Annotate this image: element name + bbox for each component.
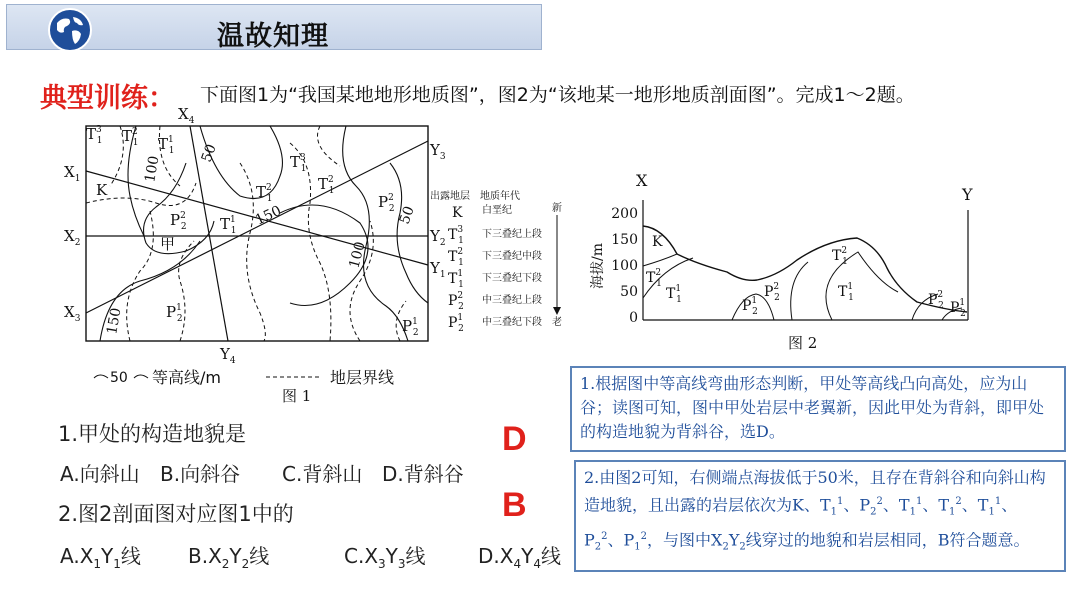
- q2-option-a[interactable]: $A.X_1Y_1$线: [60, 544, 141, 571]
- label-y1: $Y_1$: [430, 259, 446, 280]
- tick-0: 0: [629, 310, 638, 326]
- tick-150: 150: [611, 232, 638, 248]
- q1-option-c[interactable]: C.背斜山: [282, 462, 363, 486]
- profile-stratum-t11b: $T^1$ 1: [838, 282, 854, 303]
- svg-text:地层界线: 地层界线: [330, 368, 395, 387]
- strata-age-p21: 中三叠纪下段: [482, 317, 542, 328]
- map-stratum-t11: $T^1$ 1: [158, 135, 175, 156]
- profile-label-y: Y: [962, 185, 973, 204]
- svg-text:等高线/m: 等高线/m: [152, 368, 221, 387]
- map-stratum-t11b: $T^1$ 1: [220, 215, 237, 236]
- map-stratum-t12c: $T^2$ 1: [318, 175, 335, 196]
- svg-text:P22: $P^2$ 2: [448, 291, 464, 312]
- svg-text:T31: $T^3$ 1: [448, 225, 464, 246]
- contour-label-100b: 100: [346, 240, 369, 271]
- figure-2-caption: 图 2: [788, 334, 818, 352]
- label-x3: $X_3$: [64, 303, 81, 324]
- contour-label-150: 150: [252, 202, 284, 229]
- section-line-x3y3: [86, 141, 428, 313]
- q2-option-d[interactable]: $D.X_4Y_4$线: [478, 544, 561, 571]
- question-1: 1.甲处的构造地貌是: [58, 422, 247, 446]
- q2-option-c[interactable]: $C.X_3Y_3$线: [344, 544, 426, 571]
- q1-answer: D: [502, 420, 527, 458]
- profile-stratum-p22b: $P^2$ 2: [928, 290, 944, 311]
- strata-boundaries: [86, 126, 406, 341]
- svg-text:K: K: [452, 205, 463, 221]
- q2-option-b[interactable]: $B.X_2Y_2$线: [188, 544, 270, 571]
- label-y3: $Y_3$: [430, 141, 446, 162]
- strata-legend-rows: [448, 205, 464, 334]
- contour-label-50: 50: [198, 142, 220, 165]
- figure-2-profile: [582, 170, 992, 360]
- svg-text:T21: $T^2$ 1: [448, 247, 464, 268]
- map-stratum-t12b: $T^2$ 1: [256, 183, 273, 204]
- tick-50: 50: [620, 284, 638, 300]
- map-stratum-k: K: [96, 181, 108, 199]
- profile-stratum-t11a: $T^1$ 1: [666, 284, 682, 305]
- strata-age-k: 白垩纪: [482, 205, 512, 216]
- strata-age-t13: 下三叠纪上段: [482, 229, 542, 240]
- label-x1: $X_1$: [64, 163, 81, 184]
- profile-stratum-p12: $P^1$ 2: [742, 296, 758, 317]
- question-2: 2.图2剖面图对应图1中的: [58, 502, 294, 526]
- svg-text:老: 老: [552, 317, 562, 328]
- svg-text:地质年代: 地质年代: [480, 191, 520, 202]
- label-x4: $X_4$: [178, 105, 195, 126]
- page-title: 温故知理: [217, 21, 329, 52]
- profile-stratum-k: K: [652, 234, 663, 250]
- explanation-2: 2.由图2可知，右侧端点海拔低于50米，且存在背斜谷和向斜山构造地貌，且出露的岩层依次为K、$T_1^1$、$P_2^2$、$T_1^1$、$T_1^2$、$T_1^1$、$P_2^2$、$P_1^2$，与图中$X_2Y_2$线穿过的地貌和岩层相同，B符合题意。: [574, 460, 1066, 572]
- map-stratum-p21: $P^1$ 2: [166, 303, 183, 324]
- tick-200: 200: [611, 206, 638, 222]
- svg-text:50: 50: [110, 370, 128, 386]
- svg-text:新: 新: [552, 203, 562, 214]
- label-x2: $X_2$: [64, 227, 81, 248]
- contour-label-50b: 50: [396, 204, 418, 227]
- svg-text:图 1: 图 1: [282, 387, 312, 403]
- map-label-jia: 甲: [160, 235, 176, 253]
- exercise-label: 典型训练：: [40, 83, 175, 114]
- label-y4: $Y_4$: [220, 345, 236, 366]
- header-bar: [6, 4, 542, 50]
- map-stratum-t13: $T^3$ 1: [86, 125, 103, 146]
- map-stratum-t13b: $T^3$ 1: [290, 153, 307, 174]
- profile-stratum-p12b: $P^1$ 2: [950, 298, 966, 319]
- q1-option-a[interactable]: A.向斜山: [60, 462, 140, 486]
- svg-text:T11: $T^1$ 1: [448, 269, 464, 290]
- q1-option-b[interactable]: B.向斜谷: [160, 462, 241, 486]
- profile-stratum-t12b: $T^2$ 1: [832, 246, 848, 267]
- map-legend: [94, 368, 394, 403]
- profile-stratum-p22a: $P^2$ 2: [764, 282, 780, 303]
- map-stratum-p22b: $P^2$ 2: [378, 193, 395, 214]
- strata-legend: [430, 189, 562, 334]
- contour-label-150b: 150: [104, 306, 125, 336]
- strata-age-p22: 中三叠纪上段: [482, 295, 542, 306]
- q2-answer: B: [502, 486, 527, 524]
- map-stratum-p21b: $P^1$ 2: [402, 317, 419, 338]
- q1-option-d[interactable]: D.背斜谷: [382, 462, 464, 486]
- figure-1-map: [60, 103, 580, 403]
- profile-stratum-t12a: $T^2$ 1: [646, 268, 662, 289]
- map-frame: [86, 126, 428, 341]
- map-stratum-t12: $T^2$ 1: [122, 127, 139, 148]
- exercise-intro: 下面图1为“我国某地地形地质图”，图2为“该地某一地形地质剖面图”。完成1～2题。: [200, 84, 915, 106]
- map-stratum-p22: $P^2$ 2: [170, 211, 187, 232]
- contour-label-100: 100: [142, 154, 163, 184]
- globe-icon: [47, 7, 93, 53]
- terrain-profile: [643, 226, 967, 312]
- strata-age-t12: 下三叠纪中段: [482, 251, 542, 262]
- explanation-1: 1.根据图中等高线弯曲形态判断，甲处等高线凸向高处，应为山谷；读图可知，图中甲处岩层中老翼新，因此甲处为背斜，即甲处的构造地貌为背斜谷，选D。: [570, 366, 1066, 452]
- strata-age-t11: 下三叠纪下段: [482, 273, 542, 284]
- svg-text:P12: $P^1$ 2: [448, 313, 464, 334]
- svg-text:出露地层: 出露地层: [430, 191, 470, 202]
- profile-label-x: X: [636, 171, 648, 190]
- profile-axis-label: 海拔/m: [590, 243, 606, 289]
- label-y2: $Y_2$: [430, 227, 446, 248]
- tick-100: 100: [611, 258, 638, 274]
